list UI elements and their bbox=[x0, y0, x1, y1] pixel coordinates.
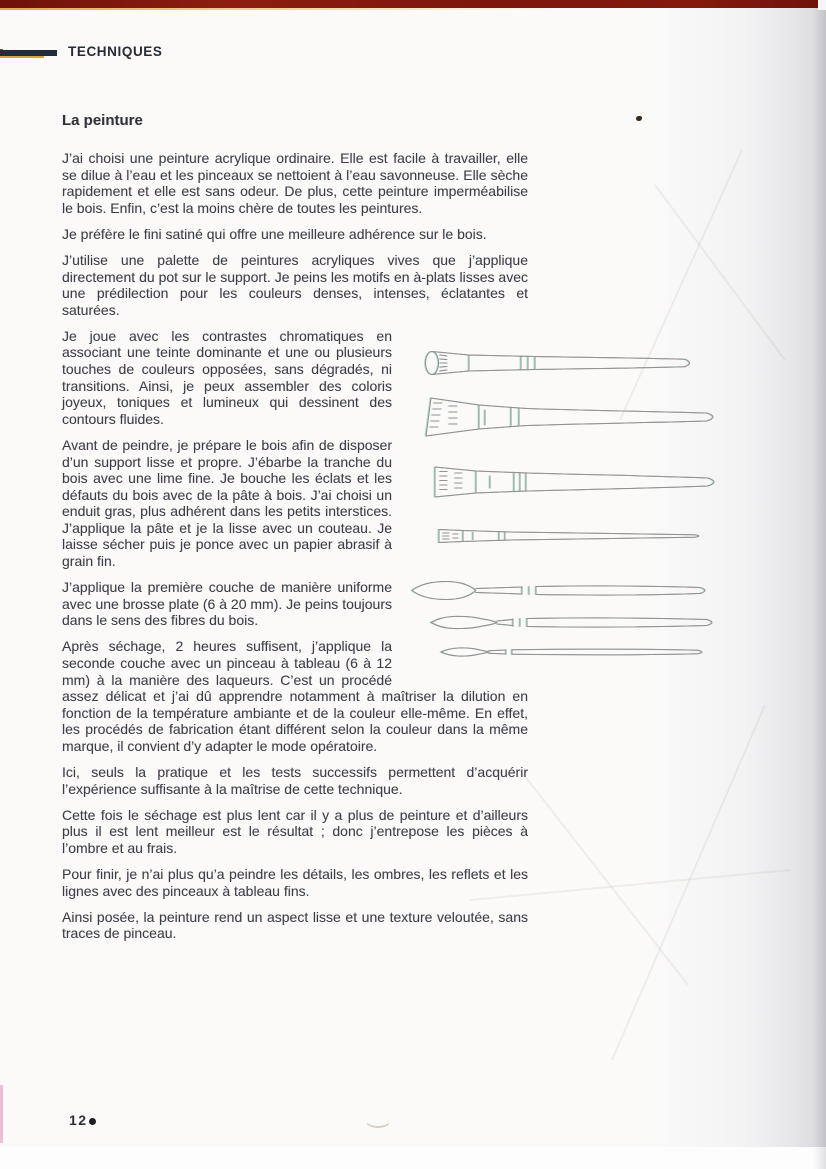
round-brush-medium-icon bbox=[427, 610, 722, 635]
flat-brush-small-icon bbox=[423, 347, 703, 379]
paragraph: Je joue avec les contrastes chromatiques en associant une teinte dominante et une ou plusieurs touches de couleurs opposées, sans dégradés, ni transitions. Ainsi, je peux assembler des coloris joyeux, toniques et lumineux qui dessinent des contours fluides. bbox=[62, 327, 392, 427]
page-footer bbox=[69, 1112, 96, 1130]
paragraph: J’ai choisi une peinture acrylique ordinaire. Elle est facile à travailler, elle se dilue à l’eau et les pinceaux se nettoient à l’eau savonneuse. Elle sèche rapidement et elle est sans odeur. De plus, cette peinture imperméabilise le bois. Enfin, c’est la moins chère de toutes les peintures. bbox=[62, 150, 528, 216]
top-right-corner bbox=[818, 0, 826, 10]
paragraph: Je préfère le fini satiné qui offre une meilleure adhérence sur le bois. bbox=[62, 225, 487, 242]
flat-brush-medium-icon bbox=[428, 462, 728, 502]
book-top-edge-bar bbox=[0, 0, 818, 8]
article-title: La peinture bbox=[62, 112, 143, 129]
book-top-edge-gold-line bbox=[0, 8, 560, 10]
section-label: TECHNIQUES bbox=[68, 44, 163, 59]
paragraph: Ainsi posée, la peinture rend un aspect lisse et une texture veloutée, sans traces de pinceau. bbox=[62, 908, 528, 942]
wash-brush-large-icon bbox=[423, 392, 733, 442]
paragraph: Ici, seuls la pratique et les tests successifs permettent d’acquérir l’expérience suffisante à la maîtrise de cette technique. bbox=[62, 764, 528, 797]
round-brush-fine-icon bbox=[436, 641, 714, 663]
paragraph: Cette fois le séchage est plus lent car il y a plus de peinture et d’ailleurs plus il est lent meilleur est le résultat ; donc j’entrepose les pièces à l’ombre et au frais. bbox=[62, 806, 528, 856]
paragraph: J’utilise une palette de peintures acryliques vives que j’applique directement du pot sur le support. Je peins les motifs en à-plats lisses avec une prédilection pour les couleurs denses, intenses, éclatantes et saturées. bbox=[62, 251, 528, 318]
page-number-bullet-icon bbox=[89, 1118, 96, 1125]
section-rule-gold-underline bbox=[0, 56, 44, 58]
paragraph: Pour finir, je n’ai plus qu’a peindre les détails, les ombres, les reflets et les lignes avec des pinceaux à tableau fins. bbox=[62, 866, 528, 899]
flat-brush-thin-icon bbox=[433, 522, 713, 549]
paragraph: J’applique la première couche de manière uniforme avec une brosse plate (6 à 20 mm). Je peins toujours dans le sens des fibres du bois. bbox=[62, 579, 392, 629]
paragraph: Avant de peindre, je prépare le bois afin de disposer d’un support lisse et propre. J’ébarbe la tranche du bois avec une lime fine. Je bouche les éclats et les défauts du bois avec de la pâte à bois. J’ai choisi un enduit gras, plus adhérent dans les petits interstices. J’applique la pâte et je la lisse avec un couteau. Je laisse sécher puis je ponce avec un papier abrasif à grain fin. bbox=[62, 436, 392, 570]
page-bottom-edge bbox=[0, 1147, 826, 1169]
scan-edge-artifact bbox=[0, 1085, 3, 1143]
paragraph: Après séchage, 2 heures suffisent, j’applique la seconde couche avec un pinceau à tableau (6 à 12 mm) à la manière des laqueurs. C’est un procédé assez délicat et j’ai dû apprendre notamment à maîtriser la dilution en fonction de la température ambiante et de la couleur elle-même. En effet, les procédés de fabrication étant différent selon la couleur dans la même marque, il convient d’y adapter le mode opératoire. bbox=[62, 638, 528, 754]
round-brush-large-icon bbox=[408, 577, 723, 604]
page-number: 12 bbox=[69, 1112, 88, 1128]
page-right-edge-shadow bbox=[813, 0, 826, 1169]
scan-smudge-mark bbox=[365, 1112, 391, 1128]
